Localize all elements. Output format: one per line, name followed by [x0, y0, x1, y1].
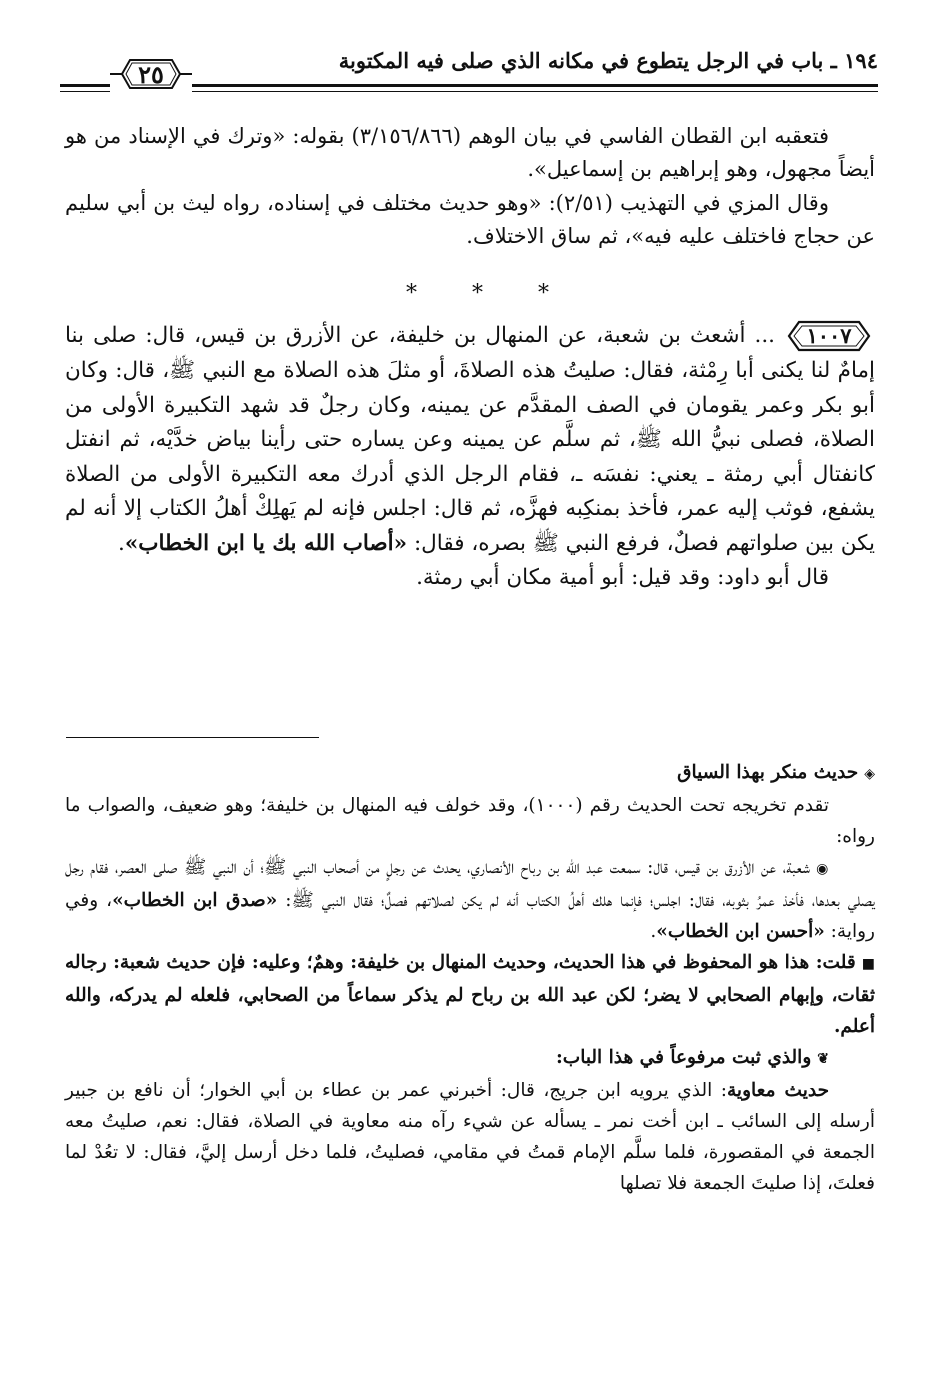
paragraph-1: فتعقبه ابن القطان الفاسي في بيان الوهم (٣/١٥٦/٨٦٦) بقوله: «وترك في الإسناد من هو أيضاً مجهول، وهو إبراهيم بن إسماعيل».	[65, 124, 875, 181]
p2-quote-1: «صدق ابن الخطاب»	[112, 890, 278, 911]
square-bullet-icon: ■	[861, 956, 875, 972]
intro-paragraphs	[65, 120, 875, 252]
p2-text-a: شعبة، عن الأزرق بن قيس، قال: سمعت عبد الله بن رباح الأنصاري، يحدث عن رجلٍ من أصحاب النبي ﷺ؛ أن النبي ﷺ صلى العصر، فقام رجل يصلي بعدها، فأخذ عمرُ بثوبه، فقال: اجلس؛ فإنما هلك أهلُ الكتاب أنه لم يكن لصلاتهم فصلٌ؛ فقال النبي ﷺ:	[65, 857, 875, 911]
p3-text: قلت: هذا هو المحفوظ في هذا الحديث، وحديث المنهال بن خليفة: وهمٌ؛ وعليه: فإن حديث شعبة: رجاله ثقات، وإبهام الصحابي لا يضر؛ لكن عبد الله بن رباح لم يذكر سماعاً من الصحابي، فلعله لم يدركه، والله أعلم.	[65, 952, 875, 1037]
leaf-bullet-icon: ❦	[817, 1051, 829, 1067]
p5-label: حديث معاوية	[727, 1080, 830, 1101]
page-header	[60, 40, 878, 100]
hadith-main-text: ... أشعث بن شعبة، عن المنهال بن خليفة، عن الأزرق بن قيس، قال: صلى بنا إمامٌ لنا يكنى أبا رِمْثة، فقال: صليتُ هذه الصلاةَ، أو مثلَ هذه الصلاة مع النبي ﷺ، قال: وكان أبو بكر وعمر يقومان في الصف المقدَّم عن يمينه، وكان رجلٌ قد شهد التكبيرة الأولى من الصلاة، فصلى نبيُّ الله ﷺ، ثم سلَّم عن يمينه وعن يساره حتى رأينا بياض خدَّيْه، ثم انفتل كانفتال أبي رمثة ـ يعني: نفسَه ـ، فقام الرجل الذي أدرك معه التكبيرة الأولى من الصلاة يشفع، فوثب إليه عمر، فأخذ بمنكِبه فهزَّه، ثم قال: اجلس فإنه لم يَهلِكْ أهلُ الكتاب إلا أنه لم يكن بين صلواتهم فصلٌ، فرفع النبي ﷺ بصره، فقال:	[65, 323, 875, 556]
section-separator: * * *	[406, 281, 573, 306]
commentary-heading: حديث منكر بهذا السياق	[677, 762, 859, 783]
abu-dawud-note: قال أبو داود: وقد قيل: أبو أمية مكان أبي رمثة.	[416, 565, 829, 590]
hadith-number: ١٠٠٧	[806, 322, 852, 348]
p2-quote-2: «أحسن ابن الخطاب»	[656, 921, 825, 942]
commentary-p5	[65, 1075, 875, 1199]
commentary-p2	[65, 852, 875, 947]
paragraph-2: وقال المزي في التهذيب (٢/٥١): «وهو حديث مختلف في إسناده، رواه ليث بن أبي سليم عن حجاج فاختلف عليه فيه»، ثم ساق الاختلاف.	[65, 191, 875, 248]
commentary-p1: تقدم تخريجه تحت الحديث رقم (١٠٠٠)، وقد خولف فيه المنهال بن خليفة؛ وهو ضعيف، والصواب ما رواه:	[65, 795, 875, 847]
heading-marker-icon: ◈	[864, 766, 875, 782]
hadith-block	[65, 318, 875, 596]
p2-text-b: ، وفي رواية:	[65, 890, 875, 942]
bullet-icon: ◉	[816, 861, 829, 877]
p5-text: : الذي يرويه ابن جريج، قال: أخبرني عمر بن عطاء بن أبي الخوار؛ أن نافع بن جبير أرسله إلى السائب ـ ابن أخت نمر ـ يسأله عن شيء رآه منه معاوية في الصلاة، فقال: نعم، صليتُ معه الجمعة في المقصورة، فلما سلَّم الإمام قمتُ في مقامي، فصليتُ، فلما دخل أرسل إليَّ، فقال: لا تعُدْ لما فعلتَ، إذا صليتَ الجمعة فلا تصلها	[65, 1080, 875, 1194]
chapter-title: ١٩٤ ـ باب في الرجل يتطوع في مكانه الذي صلى فيه المكتوبة	[338, 48, 878, 73]
page-number-badge	[110, 54, 192, 94]
p2-text-c: .	[650, 921, 657, 942]
commentary-p4	[65, 1042, 875, 1075]
hadith-bold-quote: «أصاب الله بك يا ابن الخطاب»	[124, 530, 408, 556]
page-number: ٢٥	[138, 59, 164, 89]
hadith-text	[65, 318, 875, 561]
hadith-end: .	[117, 530, 125, 556]
hadith-number-badge	[783, 318, 875, 354]
footnote-separator	[66, 737, 319, 738]
commentary-heading-line	[65, 757, 875, 790]
commentary-block	[65, 757, 875, 1199]
commentary-p3	[65, 947, 875, 1042]
p4-text: والذي ثبت مرفوعاً في هذا الباب:	[555, 1047, 812, 1068]
